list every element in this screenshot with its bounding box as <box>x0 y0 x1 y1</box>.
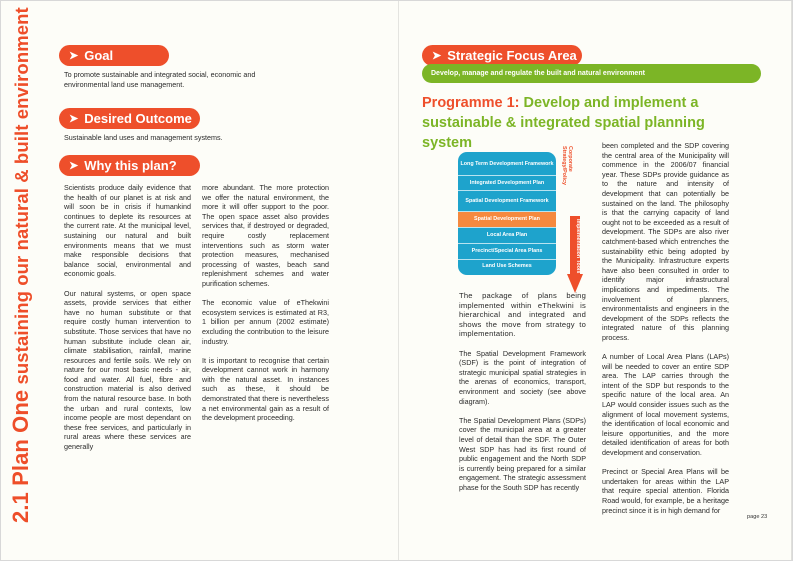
corporate-strategy-label <box>560 146 573 206</box>
diagram-level: Land Use Schemes <box>458 259 556 275</box>
paragraph: Our natural systems, or open space assets, provide services that either have no human substitute or that require costly human intervention to substitute. Those services that have no human substitute include clean air, climate stabilisation, rainfall, marine resources and fertile soils. We rely on nature for our most basic needs - air, food and water. All fuel, fibre and construction material is also derived from the natural resource base. In both the urban and rural contexts, low income people are most dependant on these free services, and particularly in rural areas where these services are generally <box>64 288 191 452</box>
paragraph: The Spatial Development Framework (SDF) is the point of integration of strategic municipal spatial strategies in the arenas of economics, transport, environment and society (see above diagram). <box>459 348 586 406</box>
corporate-strategy-text: Corporate Strategy/Policy <box>560 146 573 185</box>
paragraph: been completed and the SDP covering the central area of the Municipality will commence in the 2006/07 financial year. These SDPs provide guidance as to the nature and intensity of development that can potentially be sustained on the land. The philosophy is that the carrying capacity of land ought not to be exceeded as a result of development. The SDPs are also river catchment-based which entrenches the sustainability ethic being adopted by the Municipality. Infrastructure experts have also been consulted in order to identify major infrastructural implications and impediments. The involvement of planners, environmentalists and engineers in the development of the SDPs reflects the integrated nature of this planning process. <box>602 141 729 342</box>
strategic-focus-heading <box>422 45 582 66</box>
implementation-tools-label: Implementation Tools <box>575 219 581 274</box>
goal-heading-label: Goal <box>84 48 114 63</box>
diagram-level: Precinct/Special Area Plans <box>458 243 556 259</box>
paragraph: The economic value of eThekwini ecosystem services is estimated at R3, 1 billion per annum (2002 estimate) excluding the contribution to the leisure industry. <box>202 298 329 346</box>
page-number: page 23 <box>747 514 768 520</box>
paragraph: The Spatial Development Plans (SDPs) cover the municipal area at a greater level of detail than the SDF. The Outer West SDP has had its first round of public engagement and the North SDP is currently being prepared for a similar engagement. The strategic assessment phase for the South SDP has recently <box>459 415 586 492</box>
why-this-plan-heading <box>59 155 200 176</box>
paragraph: more abundant. The more protection we offer the natural environment, the more it will offer support to the poor. The open space asset also provides services that, if destroyed or degraded, require costly replacement interventions such as storm water protection measures, mechanised processing of wastes, beach sand replenishment schemes and water purification schemes. <box>202 183 329 288</box>
desired-outcome-label: Desired Outcome <box>84 111 192 126</box>
paragraph: Scientists produce daily evidence that the health of our planet is at risk and will soon be in crisis if humankind continues to deplete its resources at the current rate. At the municipal level, sustaining our natural and built environments means that we must make responsible decisions that balance social, environmental and economic goals. <box>64 183 191 279</box>
paragraph: Precinct or Special Area Plans will be undertaken for areas within the LAP that require special attention. Florida Road would, for example, be a heritage precinct since it is in high demand for <box>602 467 729 515</box>
diagram-level-highlighted: Spatial Development Plan <box>458 211 556 227</box>
goal-text: To promote sustainable and integrated social, economic and environmental land use management. <box>64 70 256 89</box>
section-vertical-title <box>8 7 34 523</box>
plan-hierarchy-diagram <box>458 152 556 275</box>
section-subtitle: sustaining our natural & built environment <box>11 7 32 390</box>
arrow-right-icon: ➤ <box>69 113 79 125</box>
left-page <box>1 1 399 560</box>
why-column-2 <box>202 183 329 432</box>
right-column-1 <box>459 291 586 502</box>
strategic-focus-subheading: Develop, manage and regulate the built and natural environment <box>422 64 761 83</box>
paragraph: A number of Local Area Plans (LAPs) will be needed to cover an entire SDP area. The LAP carries through the intent of the SDP but responds to the specific nature of the local area. An LAP would consider issues such as the alignment of local movement systems, the identification of local economic and leisure opportunities, and the more detailed identification of areas for both development and conservation. <box>602 352 729 457</box>
paragraph: The package of plans being implemented within eThekwini is hierarchical and integrated and shows the move from strategy to implementation. <box>459 291 586 339</box>
goal-heading <box>59 45 169 66</box>
diagram-level: Long Term Development Framework <box>460 161 554 168</box>
paragraph: It is important to recognise that certain development cannot work in harmony with the natural asset. In instances such as these, it should be demonstrated that there is nevertheless a net environmental gain as a result of the development proceeding. <box>202 355 329 423</box>
document-spread <box>1 1 792 560</box>
diagram-level: Spatial Development Framework <box>458 190 556 211</box>
right-column-2 <box>602 141 729 525</box>
why-this-plan-label: Why this plan? <box>84 158 177 173</box>
section-number-title: 2.1 Plan One <box>8 389 33 523</box>
arrow-right-icon: ➤ <box>69 160 79 172</box>
programme-title-text: Develop and implement a sustainable & integrated spatial planning system <box>422 95 705 151</box>
diagram-level: Local Area Plan <box>458 227 556 243</box>
strategic-focus-label: Strategic Focus Area <box>447 48 577 63</box>
desired-outcome-heading <box>59 108 200 129</box>
arrow-right-icon: ➤ <box>432 50 442 62</box>
programme-label: Programme 1: <box>422 95 520 111</box>
arrow-right-icon: ➤ <box>69 50 79 62</box>
diagram-level: Integrated Development Plan <box>458 175 556 190</box>
desired-outcome-text: Sustainable land uses and management systems. <box>64 133 223 142</box>
why-column-1 <box>64 183 191 461</box>
